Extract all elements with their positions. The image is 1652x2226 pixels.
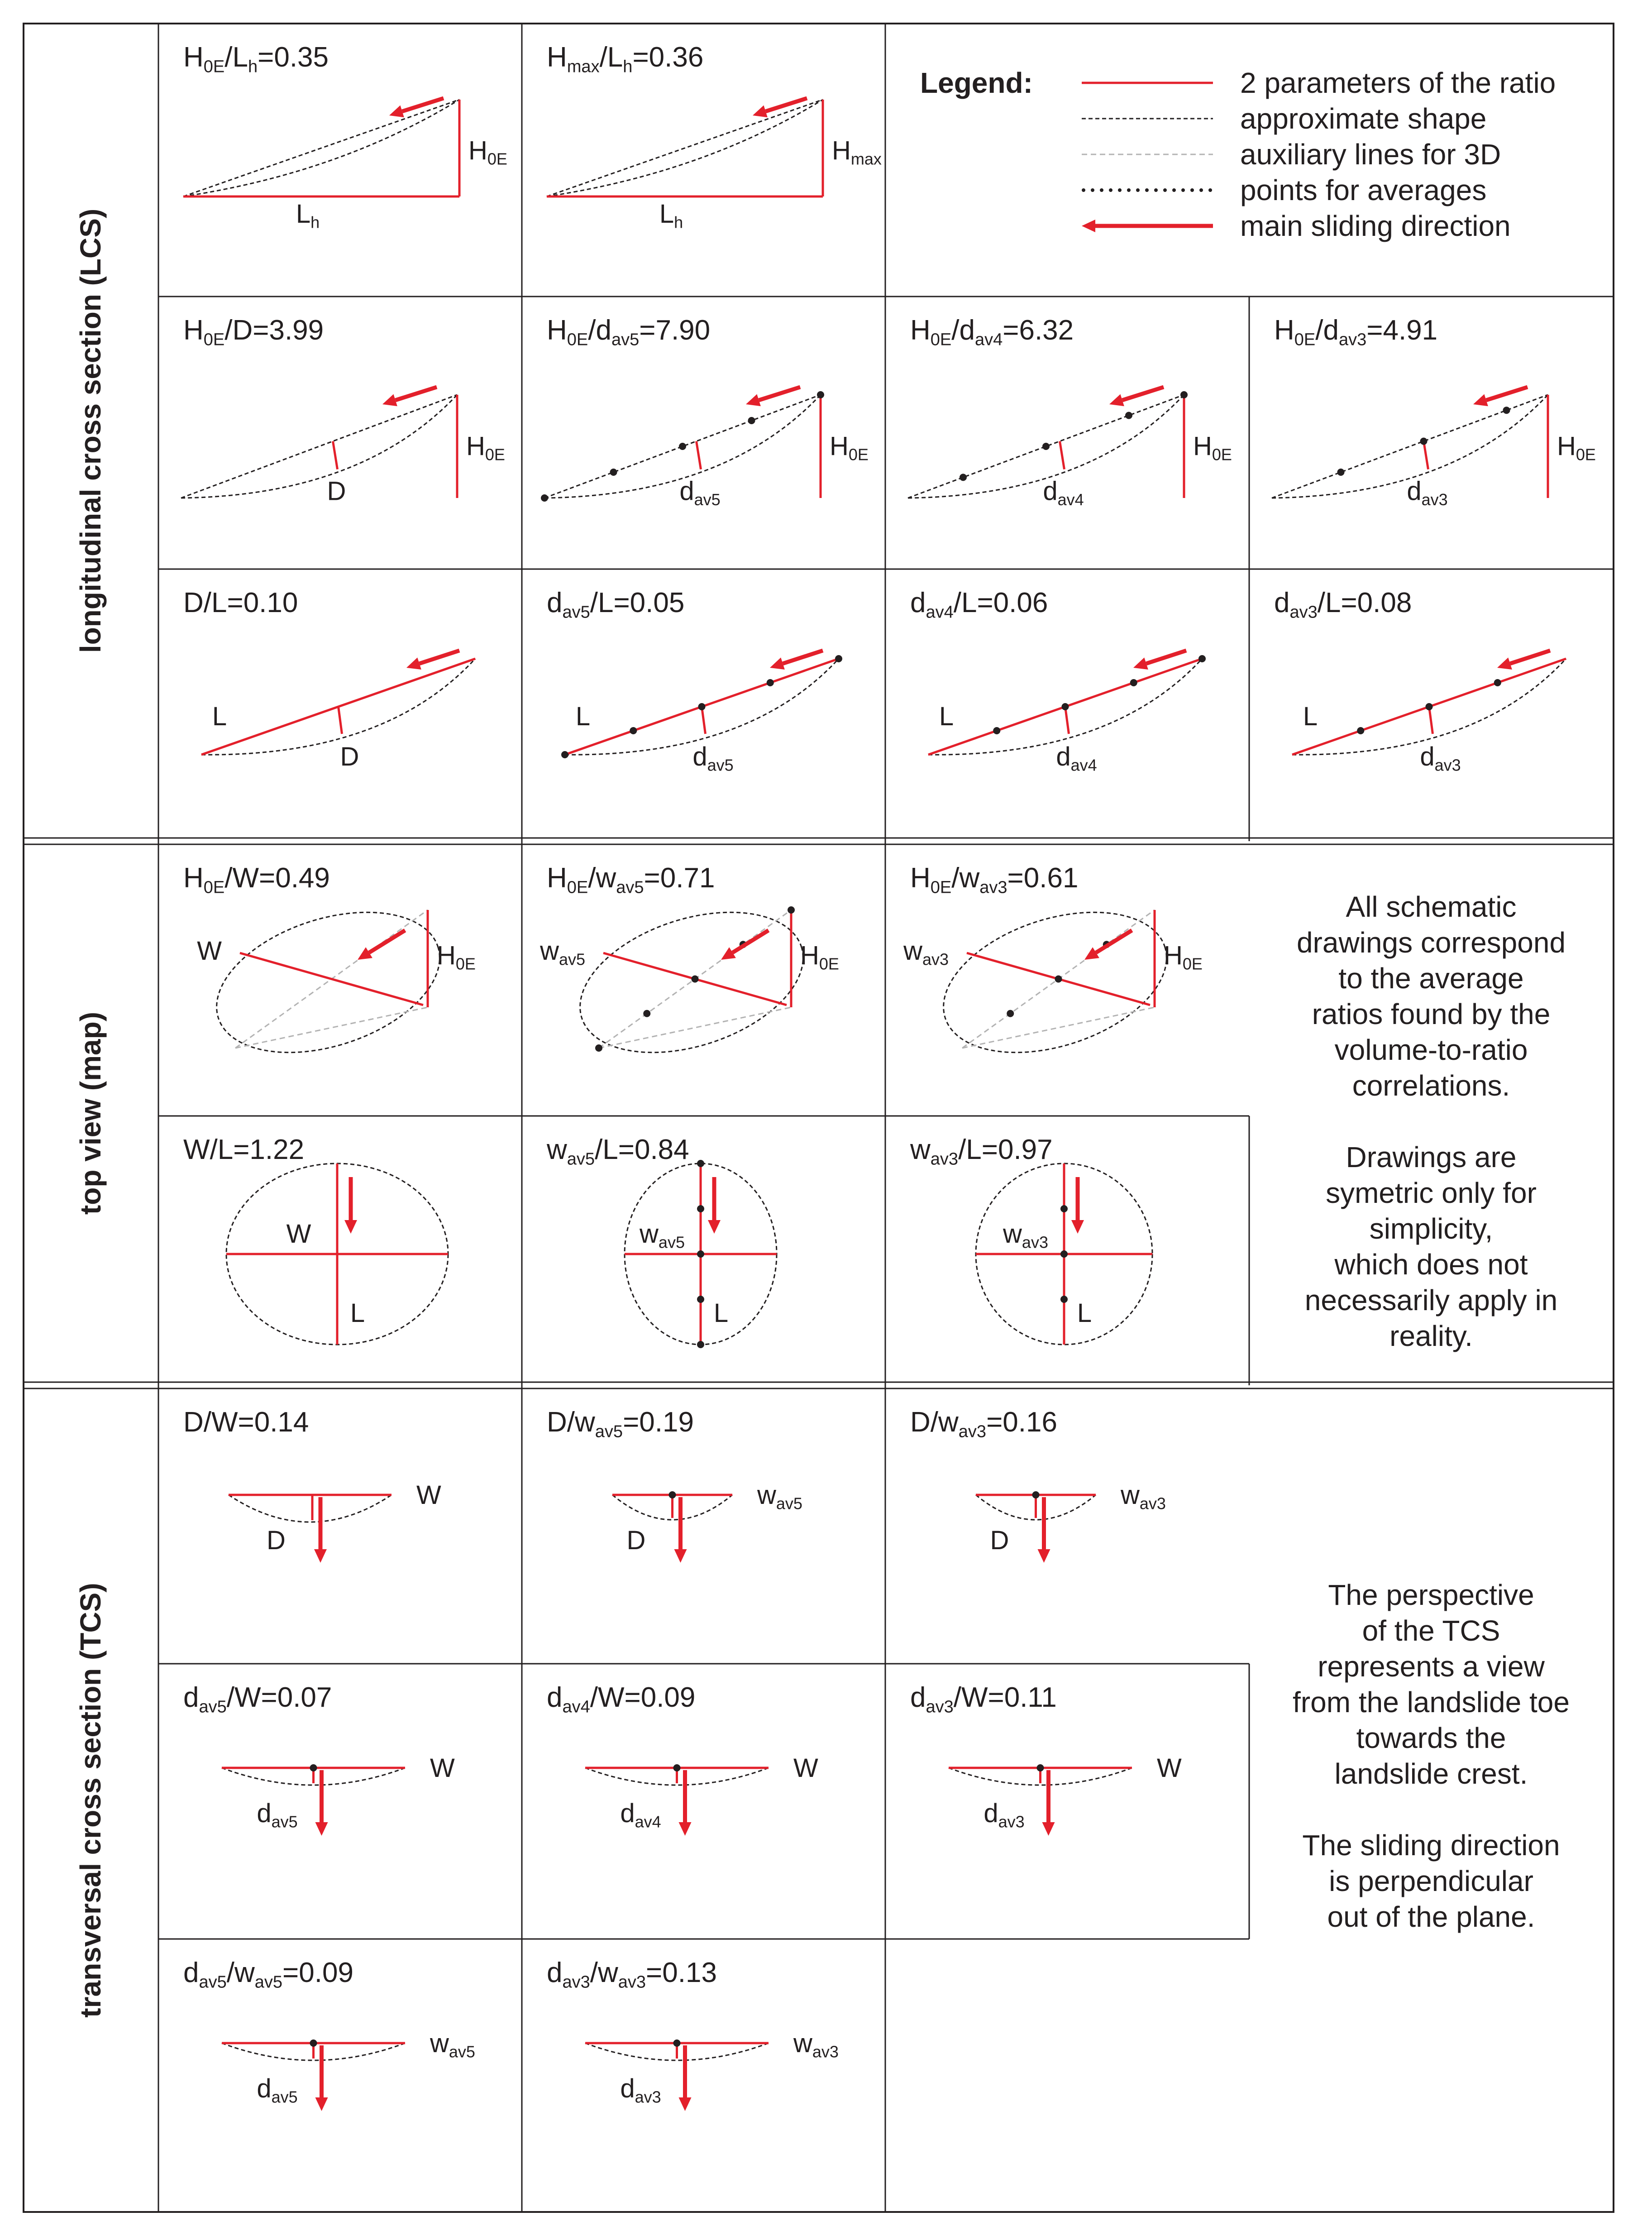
note-top-view-line: symetric only for <box>1326 1177 1537 1209</box>
average-point <box>1062 703 1069 710</box>
depth-label: $d_{av5}$ <box>679 476 721 509</box>
note-top-view-line: necessarily apply in <box>1304 1284 1558 1316</box>
legend-item <box>1084 174 1486 206</box>
ratio-title: $H_{0E}/w_{av3}=0.61$ <box>910 862 1079 897</box>
sliding-direction-arrow <box>315 1770 328 1836</box>
average-point <box>1037 1764 1044 1771</box>
average-point <box>1337 469 1345 476</box>
ratio-title: $d_{av3}/L=0.08$ <box>1274 587 1412 622</box>
average-point <box>748 417 755 424</box>
average-point <box>1060 1296 1068 1303</box>
average-point <box>310 1764 317 1771</box>
average-point <box>817 391 824 398</box>
length-label: L <box>212 702 227 731</box>
average-point <box>1357 727 1364 734</box>
panel-d-w <box>183 1407 441 1563</box>
ratio-title: $H_{0E}/W=0.49$ <box>183 862 330 897</box>
average-point <box>673 1764 681 1771</box>
panel-h0e-dav3 <box>1272 315 1596 509</box>
depth-label: $d_{av3}$ <box>620 2074 661 2106</box>
width-label: $w_{av5}$ <box>640 1219 685 1252</box>
sliding-direction-arrow <box>382 387 437 406</box>
average-point <box>835 655 842 662</box>
ratio-title: W/L=1.22 <box>183 1134 305 1165</box>
depth-label: $d_{av4}$ <box>1056 742 1097 775</box>
sliding-direction-arrow <box>344 1177 357 1234</box>
panel-h0e-wav3 <box>903 862 1203 1078</box>
ratio-title: D/W=0.14 <box>183 1407 309 1438</box>
sliding-direction-arrow <box>708 1177 721 1234</box>
panel-h0e-d <box>181 315 505 506</box>
cross-section-curve <box>229 1495 392 1522</box>
panel-h0e-dav5 <box>541 315 869 509</box>
legend-item-text: auxiliary lines for 3D <box>1240 138 1501 171</box>
top-surface-line <box>183 100 459 196</box>
average-point <box>1503 407 1510 414</box>
height-label: $H_{0E}$ <box>466 431 505 464</box>
width-label: W <box>1157 1753 1182 1783</box>
average-point <box>541 494 548 502</box>
panel-h0e-wav5 <box>540 862 839 1078</box>
row-label: top view (map) <box>74 1011 107 1215</box>
panel-dav3-l <box>1274 587 1566 775</box>
depth-label: $d_{av4}$ <box>620 1799 661 1831</box>
note-top-view-line: ratios found by the <box>1312 998 1551 1030</box>
note-tcs-line: out of the plane. <box>1327 1900 1535 1933</box>
height-label: $H_{0E}$ <box>830 431 869 464</box>
average-point <box>1060 1205 1068 1212</box>
panel-w-l <box>183 1134 448 1345</box>
average-point <box>673 2039 681 2047</box>
panel-dav4-l <box>910 587 1206 775</box>
average-point <box>679 443 686 450</box>
panel-d-wav3 <box>910 1407 1166 1563</box>
sliding-direction-arrow <box>314 1497 327 1563</box>
height-label: $H_{0E}$ <box>1193 431 1232 464</box>
sliding-direction-arrow <box>1071 1177 1084 1234</box>
note-tcs-line: towards the <box>1356 1722 1506 1754</box>
panel-h0e-w <box>183 862 476 1078</box>
depth-label: $d_{av5}$ <box>257 1799 298 1831</box>
length-label: L <box>1303 702 1318 731</box>
depth-label: D <box>990 1526 1009 1555</box>
average-point <box>1494 679 1501 686</box>
legend-swatch-arrow <box>1082 220 1213 232</box>
width-label: $w_{av3}$ <box>1003 1219 1048 1252</box>
average-point <box>1130 679 1137 686</box>
average-point <box>697 1341 704 1348</box>
width-label: W <box>416 1480 441 1510</box>
sliding-direction-arrow <box>315 2045 328 2111</box>
ratio-title: $d_{av5}/L=0.05$ <box>547 587 685 622</box>
height-label: $H_{0E}$ <box>437 941 476 973</box>
height-label: $H_{0E}$ <box>468 136 507 168</box>
average-point <box>993 727 1000 734</box>
sliding-direction-arrow <box>358 930 405 960</box>
width-label: $w_{av3}$ <box>1121 1480 1166 1513</box>
ratio-title: $D/w_{av5}=0.19$ <box>547 1407 694 1441</box>
depth-label: D <box>327 476 346 506</box>
panel-dav5-wav5 <box>183 1957 475 2111</box>
ratio-title: $H_{0E}/D=3.99$ <box>183 315 324 349</box>
note-tcs-line: of the TCS <box>1362 1614 1500 1647</box>
legend-title: Legend: <box>920 67 1033 99</box>
average-point <box>692 976 699 983</box>
width-label: $w_{av5}$ <box>757 1480 802 1513</box>
average-point <box>1420 438 1428 445</box>
note-tcs-line: The perspective <box>1328 1579 1534 1611</box>
ratio-title: $H_{max}/L_h=0.36$ <box>547 42 704 77</box>
note-tcs-line: represents a view <box>1318 1650 1545 1683</box>
depth-label: D <box>340 742 359 771</box>
sliding-direction-arrow <box>1038 1497 1050 1563</box>
legend-item-text: approximate shape <box>1240 102 1487 135</box>
auxiliary-line <box>962 1007 1155 1048</box>
ratio-title: $H_{0E}/d_{av5}=7.90$ <box>547 315 711 349</box>
panel-dav3-w <box>910 1682 1182 1836</box>
average-point <box>1125 412 1132 419</box>
ratio-title: $w_{av3}/L=0.97$ <box>910 1134 1053 1169</box>
row-label: longitudinal cross section (LCS) <box>74 208 107 653</box>
ratio-title: $H_{0E}/d_{av3}=4.91$ <box>1274 315 1438 349</box>
panel-hmax-lh <box>547 42 882 232</box>
sliding-direction-arrow <box>679 2045 692 2111</box>
legend-item-text: 2 parameters of the ratio <box>1240 67 1556 99</box>
length-label: $L_h$ <box>659 199 683 232</box>
average-point <box>960 474 967 481</box>
legend-item <box>1082 210 1511 242</box>
panel-h0e-lh <box>183 42 507 232</box>
ratio-title: $d_{av4}/L=0.06$ <box>910 587 1048 622</box>
depth-label: $d_{av3}$ <box>1407 476 1448 509</box>
average-point <box>1426 703 1433 710</box>
depth-label: $d_{av5}$ <box>692 742 734 775</box>
depth-line <box>1060 441 1065 469</box>
ratio-title: $H_{0E}/d_{av4}=6.32$ <box>910 315 1074 349</box>
width-label: W <box>197 936 222 966</box>
width-label: W <box>286 1219 311 1249</box>
depth-line <box>1424 441 1428 469</box>
sliding-direction-arrow <box>721 930 769 960</box>
depth-line <box>1429 707 1433 734</box>
note-tcs-line: landslide crest. <box>1334 1757 1528 1790</box>
auxiliary-line <box>599 1007 791 1048</box>
note-top-view-line: All schematic <box>1346 890 1517 923</box>
note-top-view-line: drawings correspond <box>1296 926 1566 959</box>
note-top-view-line: correlations. <box>1352 1069 1510 1102</box>
note-top-view-line: volume-to-ratio <box>1334 1034 1528 1066</box>
note-top-view-line: which does not <box>1334 1248 1528 1281</box>
panel-dav5-w <box>183 1682 455 1836</box>
panel-wav5-l <box>546 1134 777 1348</box>
depth-label: D <box>626 1526 646 1555</box>
average-point <box>697 1205 704 1212</box>
average-point <box>788 906 795 914</box>
depth-line <box>333 441 338 469</box>
length-label: L <box>1077 1298 1092 1328</box>
panel-dav5-l <box>547 587 842 775</box>
top-surface-line <box>547 100 823 196</box>
auxiliary-line <box>235 1007 428 1048</box>
sliding-direction-arrow <box>1084 930 1132 960</box>
depth-line <box>339 707 342 734</box>
average-point <box>698 703 706 710</box>
note-tcs-line: is perpendicular <box>1329 1865 1533 1897</box>
height-label: $H_{0E}$ <box>1557 431 1596 464</box>
width-label: W <box>793 1753 818 1783</box>
panel-wav3-l <box>910 1134 1152 1345</box>
average-point <box>697 1160 704 1167</box>
average-point <box>1042 443 1050 450</box>
panel-d-l <box>183 587 475 771</box>
panel-dav4-w <box>547 1682 818 1836</box>
average-point <box>669 1491 676 1498</box>
ratio-title: $D/w_{av3}=0.16$ <box>910 1407 1057 1441</box>
width-label: $w_{av3}$ <box>903 936 949 969</box>
top-surface-line <box>181 395 457 498</box>
average-point <box>595 1044 602 1052</box>
length-label: L <box>939 702 954 731</box>
average-point <box>1198 655 1206 662</box>
outline-ellipse <box>199 886 458 1078</box>
average-point <box>1007 1010 1014 1017</box>
legend-item-text: points for averages <box>1240 174 1487 206</box>
depth-label: $d_{av3}$ <box>984 1799 1025 1831</box>
width-label: $w_{av5}$ <box>430 2029 475 2061</box>
depth-label: D <box>267 1526 286 1555</box>
length-label: L <box>575 702 591 731</box>
panel-d-wav5 <box>547 1407 802 1563</box>
depth-line <box>1065 707 1069 734</box>
width-line <box>240 953 423 1005</box>
ratio-title: $d_{av3}/W=0.11$ <box>910 1682 1057 1717</box>
note-tcs-line: The sliding direction <box>1302 1829 1560 1862</box>
average-point <box>1055 976 1062 983</box>
height-label: $H_{0E}$ <box>800 941 839 973</box>
legend <box>920 67 1556 242</box>
legend-item <box>1082 138 1501 171</box>
width-label: $w_{av5}$ <box>540 936 585 969</box>
average-point <box>767 679 774 686</box>
ratio-title: $d_{av4}/W=0.09$ <box>547 1682 696 1717</box>
row-label: transversal cross section (TCS) <box>74 1583 107 2018</box>
height-label: $H_{max}$ <box>832 136 882 168</box>
average-point <box>610 469 617 476</box>
note-top-view-line: reality. <box>1389 1320 1473 1352</box>
average-point <box>561 751 568 758</box>
ratio-title: $d_{av5}/W=0.07$ <box>183 1682 332 1717</box>
legend-item-text: main sliding direction <box>1240 210 1511 242</box>
note-top-view-line: simplicity, <box>1369 1212 1493 1245</box>
note-top-view-line: Drawings are <box>1346 1141 1517 1173</box>
length-label: $L_h$ <box>296 199 320 232</box>
panel-dav3-wav3 <box>547 1957 839 2111</box>
sliding-direction-arrow <box>1109 387 1164 406</box>
legend-item <box>1082 67 1556 99</box>
ratio-title: $H_{0E}/w_{av5}=0.71$ <box>547 862 715 897</box>
sliding-direction-arrow <box>679 1770 692 1836</box>
panel-h0e-dav4 <box>908 315 1232 509</box>
outline-ellipse <box>926 886 1184 1078</box>
ratio-title: $d_{av3}/w_{av3}=0.13$ <box>547 1957 717 1992</box>
depth-label: $d_{av3}$ <box>1420 742 1461 775</box>
sliding-direction-arrow <box>674 1497 687 1563</box>
width-label: $w_{av3}$ <box>793 2029 839 2061</box>
ratio-title: $w_{av5}/L=0.84$ <box>547 1134 689 1169</box>
depth-label: $d_{av5}$ <box>257 2074 298 2106</box>
average-point <box>1060 1250 1068 1258</box>
average-point <box>310 2039 317 2047</box>
average-point <box>1032 1491 1040 1498</box>
note-tcs-line: from the landslide toe <box>1293 1686 1570 1719</box>
sliding-direction-arrow <box>1473 387 1528 406</box>
ratio-title: $H_{0E}/L_h=0.35$ <box>183 42 329 77</box>
ratio-title: D/L=0.10 <box>183 587 298 618</box>
sliding-direction-arrow <box>1042 1770 1055 1836</box>
depth-line <box>697 441 701 469</box>
ratio-title: $d_{av5}/w_{av5}=0.09$ <box>183 1957 353 1992</box>
note-top-view-line: to the average <box>1338 962 1524 995</box>
average-point <box>697 1250 704 1258</box>
length-label: L <box>350 1298 365 1328</box>
width-label: W <box>430 1753 455 1783</box>
legend-item <box>1082 102 1486 135</box>
sliding-direction-arrow <box>746 387 800 406</box>
depth-label: $d_{av4}$ <box>1043 476 1084 509</box>
length-label: L <box>713 1298 729 1328</box>
average-point <box>697 1296 704 1303</box>
height-label: $H_{0E}$ <box>1164 941 1203 973</box>
average-point <box>630 727 637 734</box>
average-point <box>1180 391 1188 398</box>
average-point <box>643 1010 650 1017</box>
depth-line <box>702 707 706 734</box>
